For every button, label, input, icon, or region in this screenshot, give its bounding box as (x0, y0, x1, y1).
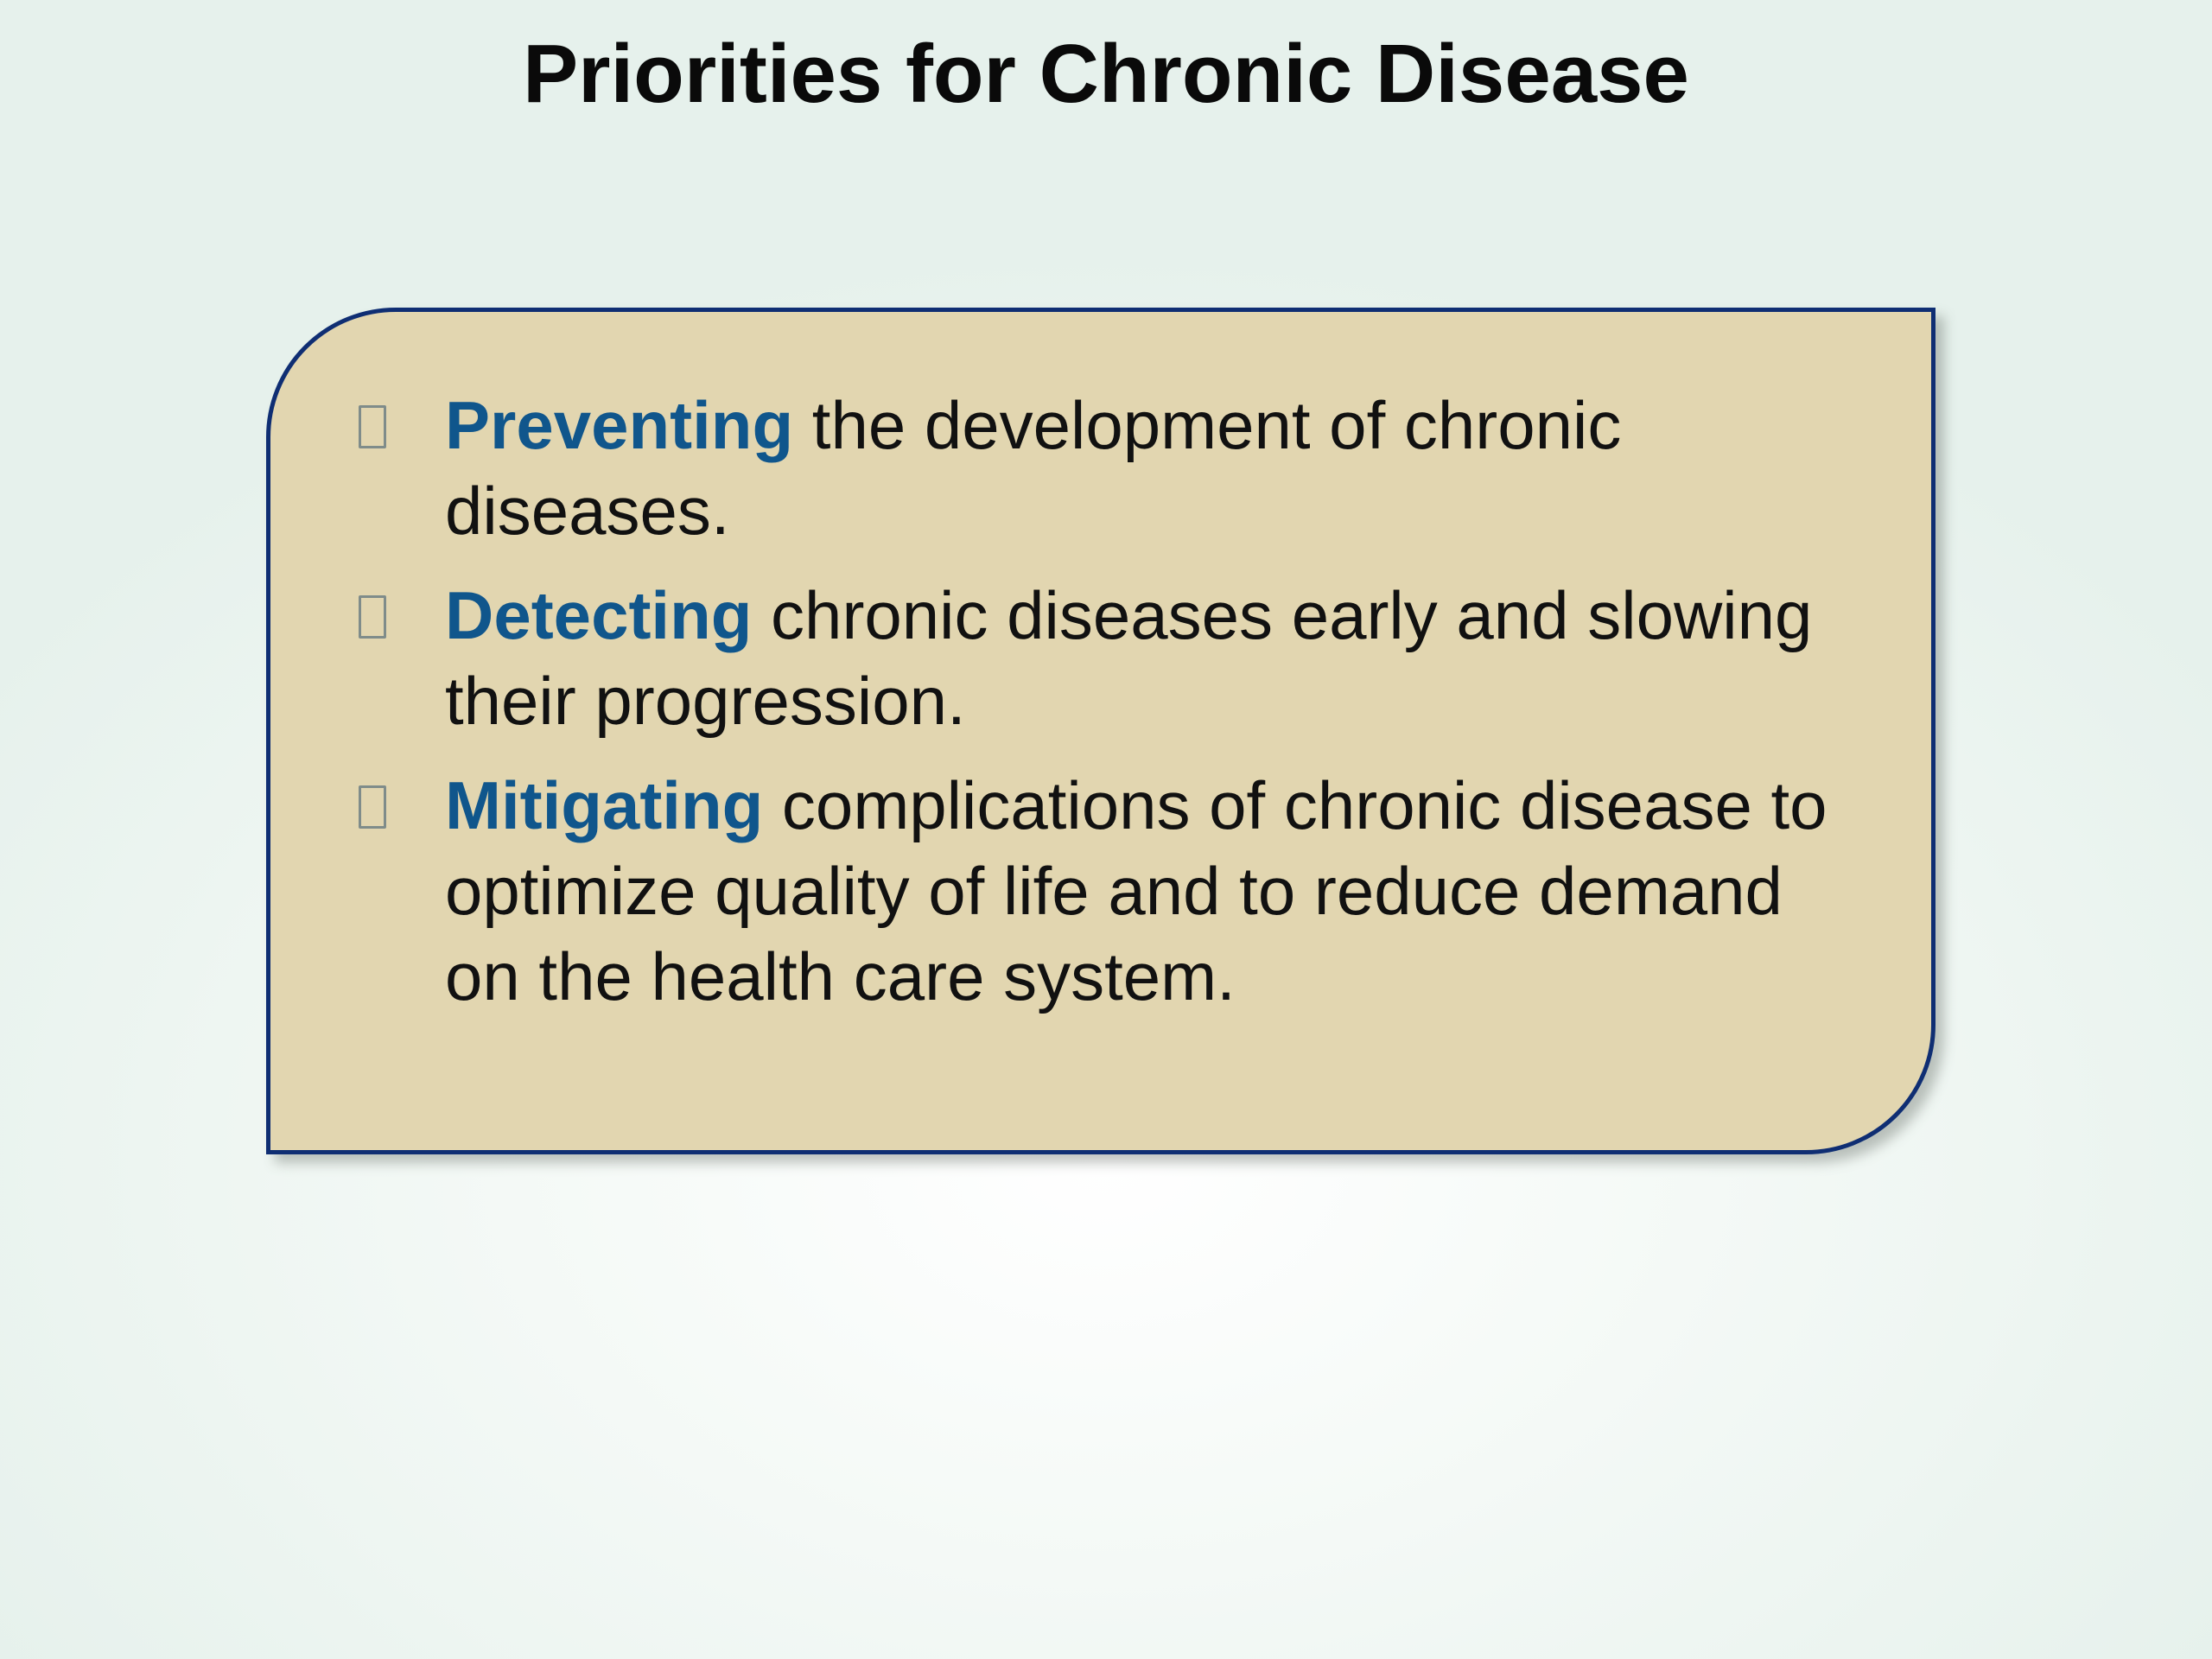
slide-title: Priorities for Chronic Disease (523, 28, 1689, 120)
list-item-preventing (359, 383, 1827, 554)
priorities-list (359, 383, 1827, 1039)
list-item-detecting (359, 573, 1827, 744)
bullet-text: the development of chronic diseases. (445, 387, 1622, 549)
bullet-keyword: Preventing (445, 387, 794, 463)
list-item-mitigating (359, 763, 1827, 1020)
square-bullet-icon (359, 595, 386, 639)
bullet-text: complications of chronic disease to optimize quality of life and to reduce demand on the health care system. (445, 767, 1827, 1014)
priorities-content-box (266, 308, 1936, 1154)
bullet-keyword: Mitigating (445, 767, 764, 843)
square-bullet-icon (359, 785, 386, 829)
bullet-keyword: Detecting (445, 577, 753, 653)
bullet-text: chronic diseases early and slowing their progression. (445, 577, 1813, 739)
square-bullet-icon (359, 405, 386, 448)
